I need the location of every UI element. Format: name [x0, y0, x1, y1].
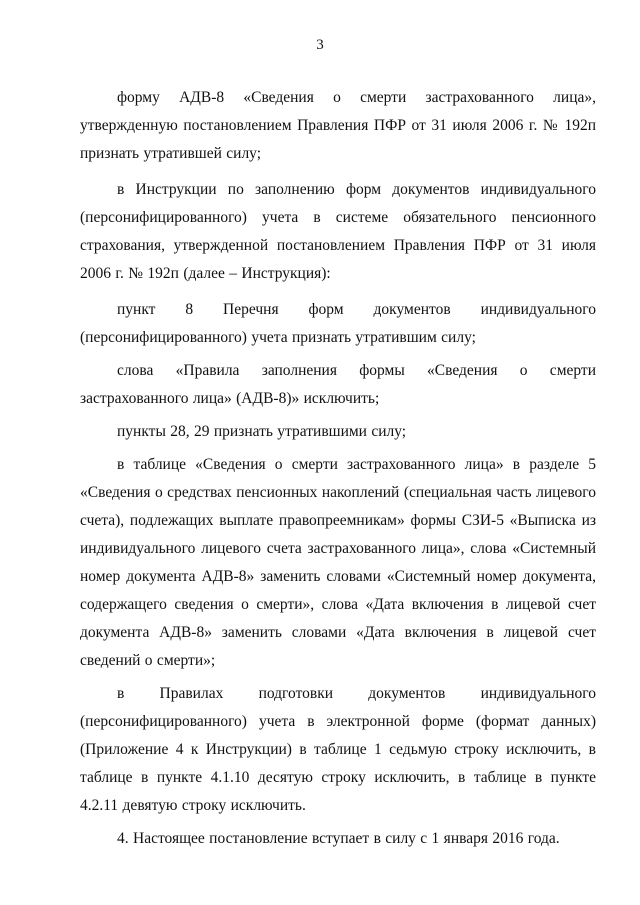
paragraph-6: в таблице «Сведения о смерти застрахованного лица» в разделе 5 «Сведения о средствах пенсионных накоплений (специальная часть лицевого счета), подлежащих выплате правопреемникам» формы СЗИ-5 «Выписка из индивидуального лицевого счета застрахованного лица», слова «Системный номер документа АДВ-8» заменить словами «Системный номер документа, содержащего сведения о смерти», слова «Дата включения в лицевой счет документа АДВ-8» заменить словами «Дата включения в лицевой счет сведений о смерти»;	[80, 456, 596, 669]
paragraph-4: слова «Правила заполнения формы «Сведения о смерти застрахованного лица» (АДВ-8)» исключить;	[80, 362, 596, 407]
paragraph-8: 4. Настоящее постановление вступает в силу с 1 января 2016 года.	[117, 830, 560, 847]
paragraph-1: форму АДВ-8 «Сведения о смерти застрахованного лица», утвержденную постановлением Правления ПФР от 31 июля 2006 г. № 192п признать утратившей силу;	[80, 89, 596, 162]
paragraph-3: пункт 8 Перечня форм документов индивидуального (персонифицированного) учета признать утратившим силу;	[80, 301, 596, 346]
document-body	[80, 84, 596, 858]
paragraph-2: в Инструкции по заполнению форм документов индивидуального (персонифицированного) учета в системе обязательного пенсионного страхования, утвержденной постановлением Правления ПФР от 31 июля 2006 г. № 192п (далее – Инструкция):	[80, 181, 596, 282]
paragraph-7: в Правилах подготовки документов индивидуального (персонифицированного) учета в электронной форме (формат данных) (Приложение 4 к Инструкции) в таблице 1 седьмую строку исключить, в таблице в пункте 4.1.10 десятую строку исключить, в таблице в пункте 4.2.11 девятую строку исключить.	[80, 685, 596, 814]
paragraph-5: пункты 28, 29 признать утратившими силу;	[117, 423, 407, 440]
page-number: 3	[316, 37, 324, 53]
